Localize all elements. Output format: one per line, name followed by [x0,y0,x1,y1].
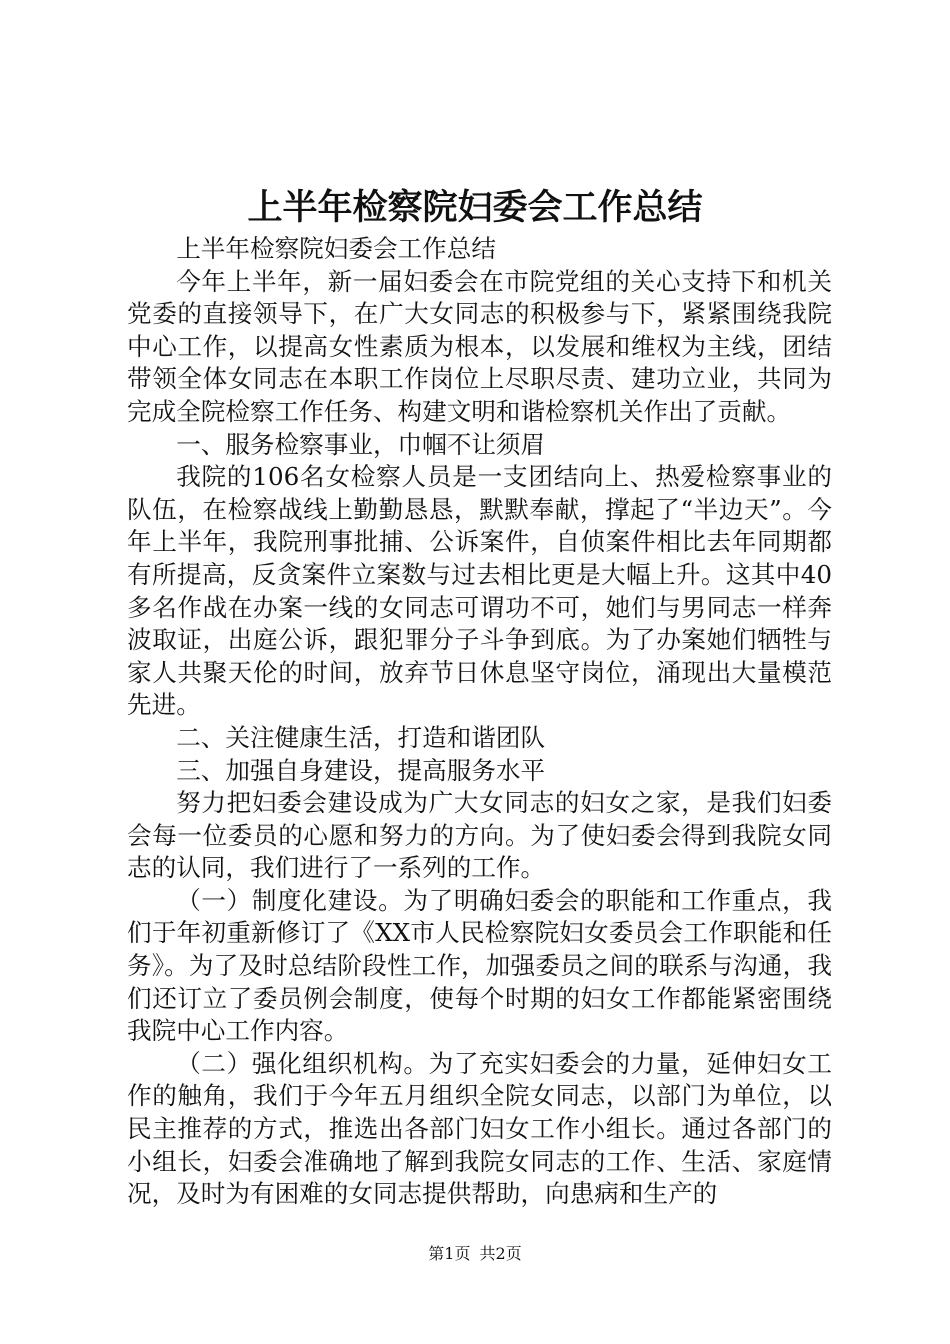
page-total: 共2页 [479,1244,522,1263]
section-heading-2: 二、关注健康生活，打造和谐团队 [176,722,546,752]
page-footer [0,1244,950,1264]
paragraph-intro: 今年上半年，新一届妇委会在市院党组的关心支持下和机关党委的直接领导下，在广大女同志的积极参与下，紧紧围绕我院中心工作，以提高女性素质为根本，以发展和维权为主线，团结带领全体女同志在本职工作岗位上尽职尽责、建功立业，共同为完成全院检察工作任务、构建文明和谐检察机关作出了贡献。 [127,266,832,426]
paragraph-subsection-2: （二）强化组织机构。为了充实妇委会的力量，延伸妇女工作的触角，我们于今年五月组织全院女同志，以部门为单位，以民主推荐的方式，推选出各部门妇女工作小组长。通过各部门的小组长，妇委会准确地了解到我院女同志的工作、生活、家庭情况，及时为有困难的女同志提供帮助，向患病和生产的 [127,1048,832,1209]
section-heading-1: 一、服务检察事业，巾帼不让须眉 [176,429,546,459]
section-heading-3: 三、加强自身建设，提高服务水平 [176,755,546,785]
paragraph-subtitle: 上半年检察院妇委会工作总结 [176,234,496,263]
document-body [127,233,832,1211]
page-number: 第1页 [428,1244,471,1263]
document-title: 上半年检察院妇委会工作总结 [247,187,703,228]
paragraph-section-1: 我院的106名女检察人员是一支团结向上、热爱检察事业的队伍，在检察战线上勤勤恳恳，默默奉献，撑起了“半边天”。今年上半年，我院刑事批捕、公诉案件，自侦案件相比去年同期都有所提高，反贪案件立案数与过去相比更是大幅上升。这其中40多名作战在办案一线的女同志可谓功不可，她们与男同志一样奔波取证，出庭公诉，跟犯罪分子斗争到底。为了办案她们牺牲与家人共聚天伦的时间，放弃节日休息坚守岗位，涌现出大量模范先进。 [127,462,832,720]
paragraph-section-3: 努力把妇委会建设成为广大女同志的妇女之家，是我们妇委会每一位委员的心愿和努力的方向。为了使妇委会得到我院女同志的认同，我们进行了一系列的工作。 [127,788,832,883]
paragraph-subsection-1: （一）制度化建设。为了明确妇委会的职能和工作重点，我们于年初重新修订了《XX市人民检察院妇女委员会工作职能和任务》。为了及时总结阶段性工作，加强委员之间的联系与沟通，我们还订立了委员例会制度，使每个时期的妇女工作都能紧密围绕我院中心工作内容。 [127,885,832,1046]
